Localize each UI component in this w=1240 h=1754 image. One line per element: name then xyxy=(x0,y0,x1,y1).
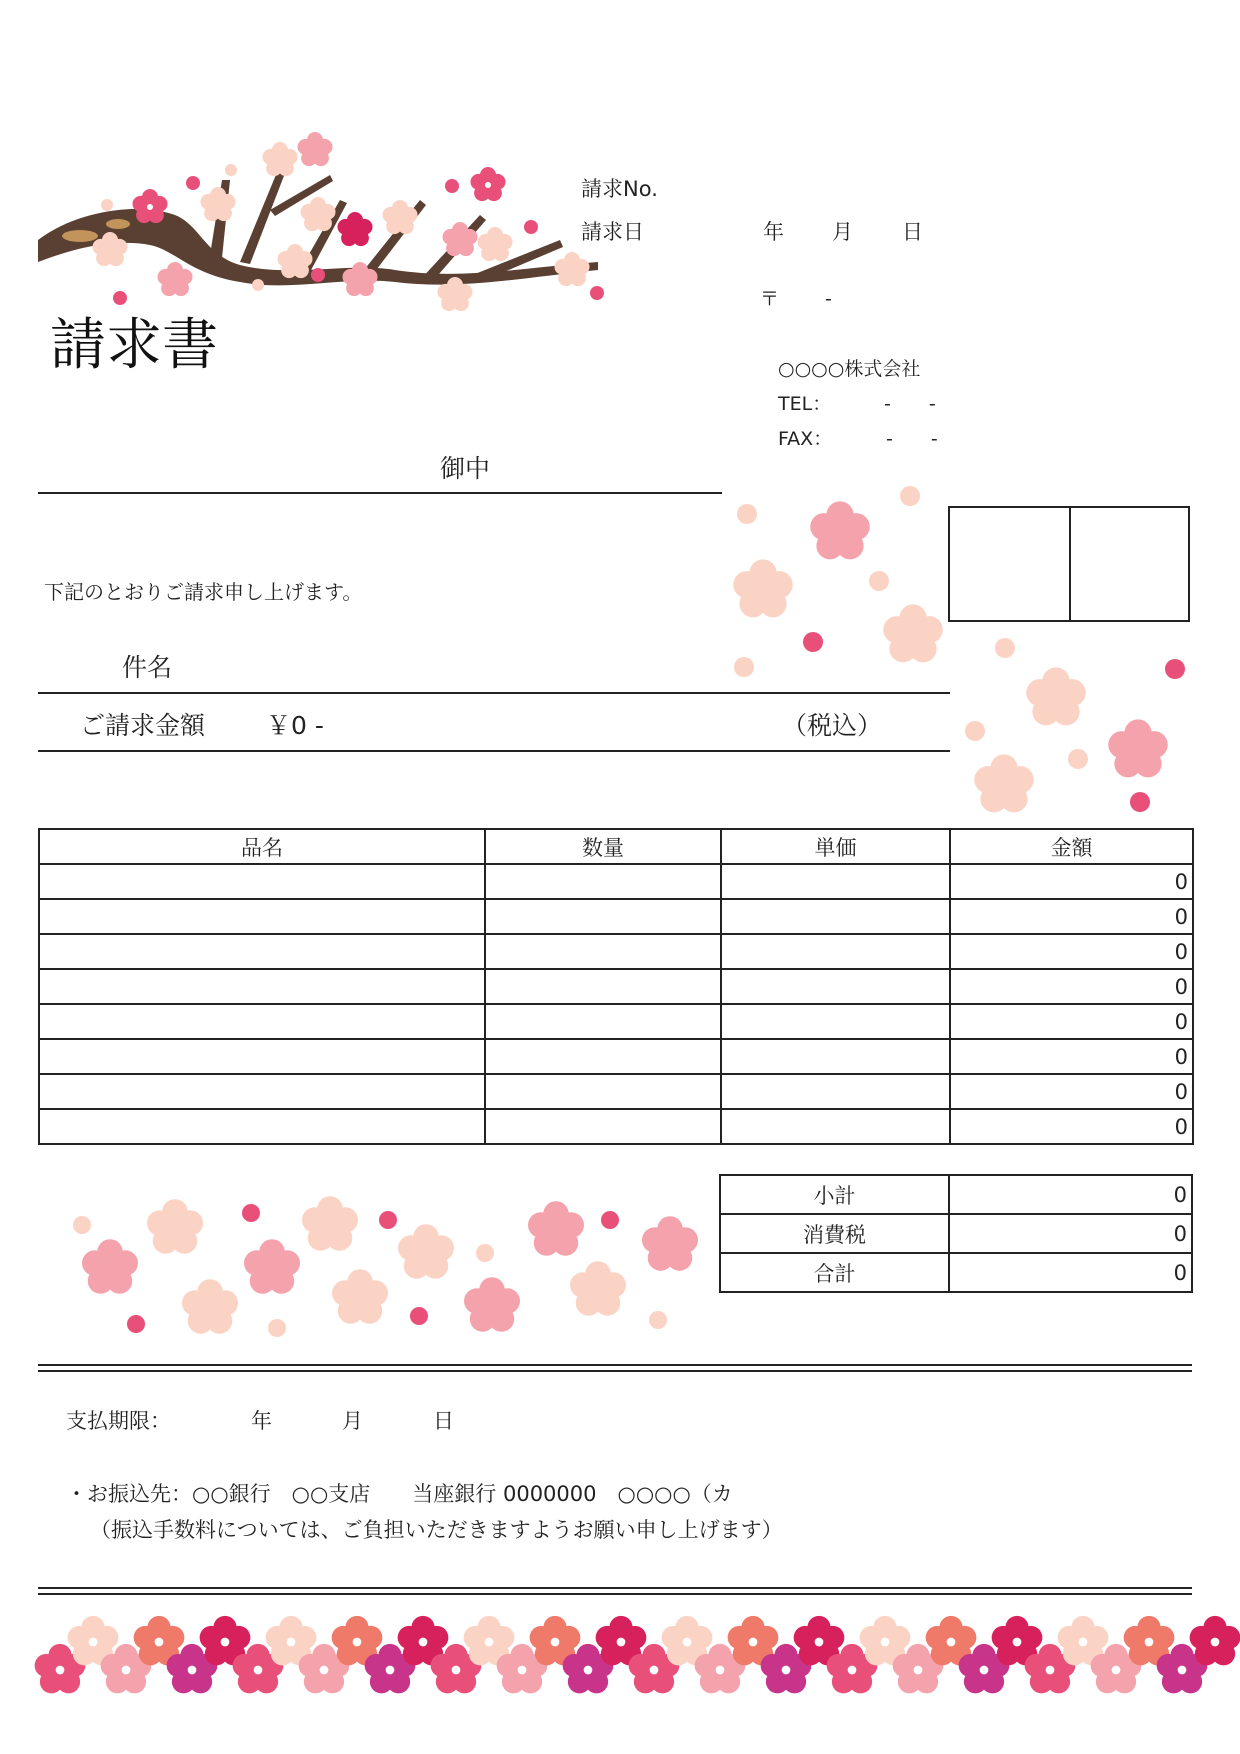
table-row xyxy=(39,934,1193,969)
header-item-name: 品名 xyxy=(39,829,485,864)
invoice-no-label: 請求No. xyxy=(581,177,658,201)
tax-included-note: （税込） xyxy=(782,711,883,740)
amount-line xyxy=(38,750,950,752)
blossom-cluster-bottom-left xyxy=(73,1196,698,1337)
tax-label: 消費税 xyxy=(720,1214,949,1253)
recipient-suffix: 御中 xyxy=(440,454,491,483)
table-row xyxy=(39,1109,1193,1144)
item-price-cell[interactable] xyxy=(721,1109,950,1144)
postal-mark: 〒 xyxy=(760,288,780,310)
item-name-cell[interactable] xyxy=(39,1074,485,1109)
item-price-cell[interactable] xyxy=(721,1039,950,1074)
payment-deadline-year: 年 xyxy=(251,1409,272,1433)
subject-label: 件名 xyxy=(122,653,173,682)
subtotal-row xyxy=(720,1175,1192,1214)
intro-text: 下記のとおりご請求申し上げます。 xyxy=(44,580,363,604)
header-amount: 金額 xyxy=(950,829,1193,864)
fax-label: FAX： xyxy=(778,428,833,450)
item-name-cell[interactable] xyxy=(39,1039,485,1074)
bank-transfer-info: ・お振込先：○○銀行 ○○支店 当座銀行 0000000 ○○○○（カ xyxy=(66,1482,733,1506)
subtotal-label: 小計 xyxy=(720,1175,949,1214)
item-price-cell[interactable] xyxy=(721,1074,950,1109)
payment-deadline-day: 日 xyxy=(433,1409,454,1433)
divider-bottom-1 xyxy=(38,1587,1192,1589)
subtotal-value: 0 xyxy=(949,1175,1192,1214)
item-qty-cell[interactable] xyxy=(485,1039,721,1074)
item-amount-cell: 0 xyxy=(950,934,1193,969)
fax-value: - - xyxy=(886,428,938,450)
item-qty-cell[interactable] xyxy=(485,1074,721,1109)
item-amount-cell: 0 xyxy=(950,1109,1193,1144)
item-name-cell[interactable] xyxy=(39,864,485,899)
invoice-date-day: 日 xyxy=(902,220,923,244)
item-qty-cell[interactable] xyxy=(485,1109,721,1144)
item-name-cell[interactable] xyxy=(39,899,485,934)
item-price-cell[interactable] xyxy=(721,1004,950,1039)
item-name-cell[interactable] xyxy=(39,934,485,969)
item-qty-cell[interactable] xyxy=(485,969,721,1004)
invoice-date-year: 年 xyxy=(763,220,784,244)
header-unit-price: 単価 xyxy=(721,829,950,864)
header-quantity: 数量 xyxy=(485,829,721,864)
total-label: 合計 xyxy=(720,1253,949,1292)
item-qty-cell[interactable] xyxy=(485,864,721,899)
totals-table xyxy=(719,1174,1193,1293)
table-row xyxy=(39,1004,1193,1039)
invoice-date-label: 請求日 xyxy=(581,220,644,244)
item-name-cell[interactable] xyxy=(39,1004,485,1039)
divider-top-2 xyxy=(38,1370,1192,1372)
table-row xyxy=(39,1074,1193,1109)
transfer-fee-note: （振込手数料については、ご負担いただきますようお願い申し上げます） xyxy=(90,1518,783,1542)
payment-deadline-label: 支払期限： xyxy=(66,1409,171,1433)
amount-value: ￥0 - xyxy=(266,711,324,740)
stamp-box xyxy=(948,506,1190,622)
table-header-row xyxy=(39,829,1193,864)
item-price-cell[interactable] xyxy=(721,864,950,899)
divider-bottom-2 xyxy=(38,1593,1192,1595)
items-table xyxy=(38,828,1194,1145)
item-amount-cell: 0 xyxy=(950,1074,1193,1109)
amount-label: ご請求金額 xyxy=(80,711,206,740)
tax-row xyxy=(720,1214,1192,1253)
divider-top-1 xyxy=(38,1364,1192,1366)
item-price-cell[interactable] xyxy=(721,969,950,1004)
payment-deadline-month: 月 xyxy=(342,1409,363,1433)
item-price-cell[interactable] xyxy=(721,899,950,934)
company-name: ○○○○株式会社 xyxy=(778,358,921,380)
item-price-cell[interactable] xyxy=(721,934,950,969)
item-name-cell[interactable] xyxy=(39,969,485,1004)
table-row xyxy=(39,899,1193,934)
tax-value: 0 xyxy=(949,1214,1192,1253)
item-amount-cell: 0 xyxy=(950,899,1193,934)
table-row xyxy=(39,1039,1193,1074)
blossom-border-bottom xyxy=(35,1616,1240,1693)
item-amount-cell: 0 xyxy=(950,969,1193,1004)
invoice-date-month: 月 xyxy=(832,220,853,244)
table-row xyxy=(39,969,1193,1004)
postal-dash: - xyxy=(825,288,832,310)
item-amount-cell: 0 xyxy=(950,864,1193,899)
total-row xyxy=(720,1253,1192,1292)
item-qty-cell[interactable] xyxy=(485,899,721,934)
table-row xyxy=(39,864,1193,899)
item-amount-cell: 0 xyxy=(950,1004,1193,1039)
subject-line xyxy=(38,692,950,694)
recipient-line xyxy=(38,492,722,494)
item-qty-cell[interactable] xyxy=(485,934,721,969)
tel-value: - - xyxy=(884,393,936,415)
item-amount-cell: 0 xyxy=(950,1039,1193,1074)
page-title: 請求書 xyxy=(50,313,218,378)
item-qty-cell[interactable] xyxy=(485,1004,721,1039)
item-name-cell[interactable] xyxy=(39,1109,485,1144)
total-value: 0 xyxy=(949,1253,1192,1292)
tel-label: TEL： xyxy=(778,393,832,415)
